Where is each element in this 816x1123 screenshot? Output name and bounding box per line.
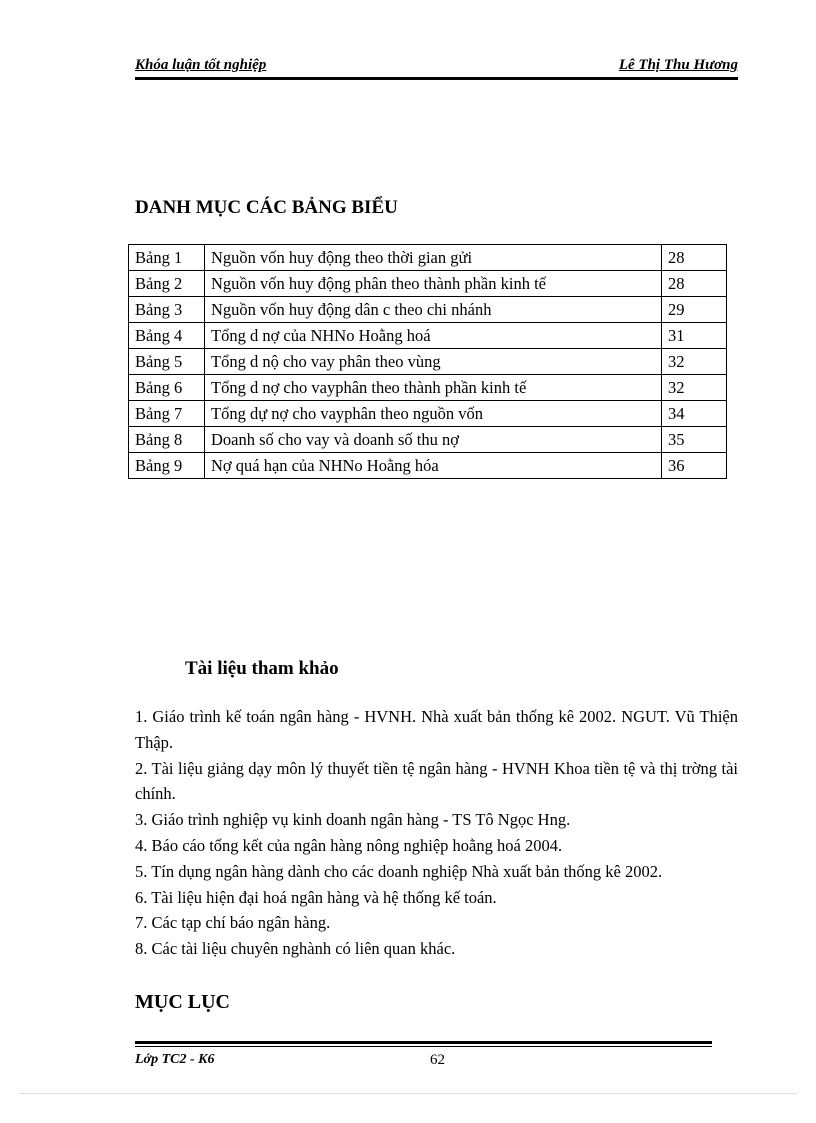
table-label: Bảng 4: [129, 323, 205, 349]
reference-item: 1. Giáo trình kế toán ngân hàng - HVNH. Nhà xuất bản thống kê 2002. NGUT. Vũ Thiện Thập.: [135, 707, 738, 752]
table-caption: Nguồn vốn huy động theo thời gian gửi: [205, 245, 662, 271]
table-caption: Nguồn vốn huy động dân c theo chi nhánh: [205, 297, 662, 323]
table-of-contents-title: MỤC LỤC: [135, 991, 230, 1013]
table-page-number: 31: [662, 323, 727, 349]
header-author-name: Lê Thị Thu Hương: [618, 57, 738, 73]
table-row: [129, 245, 727, 271]
table-caption: Nợ quá hạn của NHNo Hoằng hóa: [205, 453, 662, 479]
reference-item: 8. Các tài liệu chuyên nghành có liên quan khác.: [135, 939, 456, 959]
table-row: [129, 401, 727, 427]
reference-item: 7. Các tạp chí báo ngân hàng.: [135, 913, 331, 933]
table-row: [129, 453, 727, 479]
table-page-number: 36: [662, 453, 727, 479]
list-of-tables: [128, 244, 727, 479]
table-page-number: 32: [662, 349, 727, 375]
table-page-number: 35: [662, 427, 727, 453]
reference-item: 4. Báo cáo tổng kết của ngân hàng nông nghiệp hoằng hoá 2004.: [135, 835, 563, 855]
table-caption: Tổng dự nợ cho vayphân theo nguồn vốn: [205, 401, 662, 427]
table-label: Bảng 3: [129, 297, 205, 323]
table-page-number: 28: [662, 271, 727, 297]
reference-item: 5. Tín dụng ngân hàng dành cho các doanh nghiệp Nhà xuất bản thống kê 2002.: [135, 861, 663, 881]
table-caption: Tổng d nợ cho vayphân theo thành phần kinh tế: [205, 375, 662, 401]
table-row: [129, 375, 727, 401]
reference-item: 2. Tài liệu giảng dạy môn lý thuyết tiền tệ ngân hàng - HVNH Khoa tiền tệ và thị trờng tài chính.: [135, 758, 738, 804]
table-caption: Tổng d nợ của NHNo Hoằng hoá: [205, 323, 662, 349]
list-of-tables-title: DANH MỤC CÁC BẢNG BIỂU: [135, 197, 398, 218]
table-label: Bảng 9: [129, 453, 205, 479]
table-page-number: 29: [662, 297, 727, 323]
table-caption: Tổng d nộ cho vay phân theo vùng: [205, 349, 662, 375]
table-caption: Doanh số cho vay và doanh số thu nợ: [205, 427, 662, 453]
header-thesis-label: Khóa luận tốt nghiệp: [135, 57, 267, 73]
table-page-number: 28: [662, 245, 727, 271]
table-page-number: 32: [662, 375, 727, 401]
header-rule: [135, 77, 738, 80]
table-label: Bảng 7: [129, 401, 205, 427]
table-page-number: 34: [662, 401, 727, 427]
footer-rule-thin: [135, 1046, 712, 1047]
table-row: [129, 349, 727, 375]
table-row: [129, 297, 727, 323]
table-label: Bảng 2: [129, 271, 205, 297]
table-label: Bảng 5: [129, 349, 205, 375]
page-edge-divider: [20, 1093, 796, 1094]
references-list: [135, 704, 738, 962]
footer-class-label: Lớp TC2 - K6: [135, 1052, 215, 1067]
reference-item: 3. Giáo trình nghiệp vụ kinh doanh ngân hàng - TS Tô Ngọc Hng.: [135, 810, 571, 830]
table-row: [129, 323, 727, 349]
footer-rule: [135, 1041, 712, 1044]
table-row: [129, 271, 727, 297]
table-label: Bảng 1: [129, 245, 205, 271]
references-title: Tài liệu tham khảo: [185, 658, 339, 679]
table-caption: Nguồn vốn huy động phân theo thành phần kinh tế: [205, 271, 662, 297]
table-label: Bảng 8: [129, 427, 205, 453]
table-row: [129, 427, 727, 453]
table-label: Bảng 6: [129, 375, 205, 401]
reference-item: 6. Tài liệu hiện đại hoá ngân hàng và hệ thống kế toán.: [135, 887, 497, 907]
page-number: 62: [430, 1052, 445, 1068]
page-header: [135, 57, 738, 79]
